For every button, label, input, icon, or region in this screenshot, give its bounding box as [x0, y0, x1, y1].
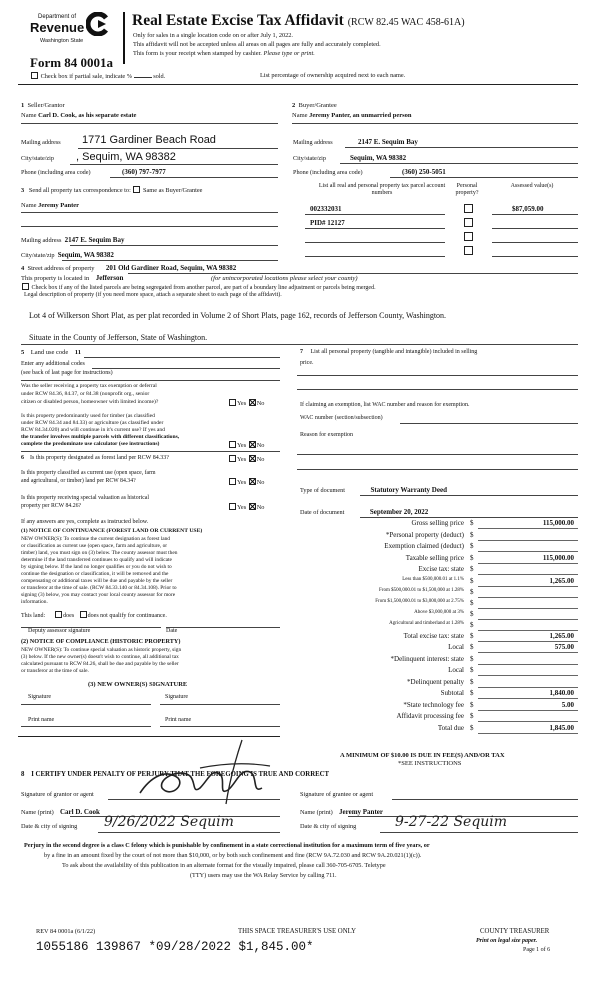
county-treasurer-label: COUNTY TREASURER	[480, 928, 550, 935]
s5-q2-line3: RCW 84.34.020) and will continue in it's current use? If yes and	[21, 427, 165, 433]
s6-q1-answer	[228, 455, 264, 463]
grantor-name[interactable]: Carl D. Cook	[60, 808, 100, 816]
does-not-qualify-checkbox[interactable]	[80, 611, 87, 618]
this-land-label: This land:	[21, 613, 46, 619]
seller-name-label: Name	[21, 112, 37, 119]
additional-codes-label: Enter any additional codes	[21, 361, 85, 367]
s5-q1-line1: Was the seller receiving a property tax exemption or deferral	[21, 383, 157, 389]
tier_rows-label-1: From $500,000.01 to $1,500,000 at 1.28%	[379, 587, 464, 593]
parcel-col-header-3: Assessed value(s)	[510, 183, 554, 189]
personal-property-checkbox-1[interactable]	[464, 204, 473, 213]
continuance-line9: signing (3) below, you may contact your local county assessor for more	[21, 592, 176, 598]
compliance-line2: (3) below. If the new owner(s) doesn't wish to continue, all additional tax	[21, 654, 179, 660]
s6-q2-line2: and agricultural, or timber) land per RCW 84.34?	[21, 478, 136, 484]
total_rows-value-0[interactable]: 1,265.00	[549, 631, 574, 640]
total_rows-dollar-5: $	[470, 689, 474, 697]
this-land-row	[21, 611, 167, 620]
same-as-buyer-checkbox[interactable]	[133, 186, 140, 193]
reason-label: Reason for exemption	[300, 432, 353, 438]
correspondence-mailing-label: Mailing address	[21, 237, 62, 244]
s5-q1-no-label: No	[256, 400, 265, 407]
continuance-line5: by signing below. If the land no longer qualifies or you do not wish to	[21, 564, 172, 570]
property-located[interactable]: Jefferson	[95, 274, 124, 282]
s6-q2-yes-checkbox[interactable]	[229, 478, 236, 485]
doc-date-row	[300, 508, 428, 516]
s6-q2-answer	[228, 478, 264, 486]
doc-date-label: Date of document	[300, 509, 345, 516]
rows-label-4: Excise tax: state	[418, 565, 464, 573]
property-street-label: Street address of property	[27, 265, 95, 272]
owner-sig-label-1: Signature	[28, 694, 51, 700]
seller-phone[interactable]: (360) 797-7977	[122, 168, 166, 176]
tier_rows-label-3: Above $3,000,000 at 3%	[414, 609, 464, 615]
total_rows-label-3: Local	[448, 666, 464, 674]
land-use-row	[21, 349, 81, 356]
legal-paper-label: Print on legal size paper.	[476, 938, 538, 944]
correspondence-num: 3	[21, 187, 25, 194]
dor-logo-icon	[86, 12, 110, 36]
does-qualify-checkbox[interactable]	[55, 611, 62, 618]
legal-note: Legal description of property (if you need more space, attach a separate sheet to each page of the affidavit).	[24, 292, 282, 298]
grantee-name-label: Name (print)	[300, 809, 333, 816]
property-located-label: This property is located in	[21, 275, 90, 282]
legal-description-1[interactable]: Lot 4 of Wilkerson Short Plat, as per plat recorded in Volume 2 of Short Plats, page 162, records of Jefferson County, Washington.	[29, 311, 447, 320]
correspondence-name-label: Name	[21, 202, 37, 209]
grantor-sig-label: Signature of grantor or agent	[21, 791, 94, 798]
partial-sale-text-b: sold.	[153, 73, 166, 80]
grantee-date-label: Date & city of signing	[300, 823, 357, 830]
wac-label: WAC number (section/subsection)	[300, 415, 383, 421]
continuance-line4: determine if the land transferred continues to qualify and will indicate	[21, 557, 172, 563]
parcel-col-header-2: Personal property?	[455, 183, 479, 196]
assessed-value-1[interactable]: $87,059.00	[512, 205, 544, 213]
s6-q3-yes-label: Yes	[237, 504, 247, 511]
total_rows-dollar-7: $	[470, 712, 474, 720]
compliance-line4: or transferor at the time of sale.	[21, 668, 89, 674]
s5-q2-line4: the transfer involves multiple parcels with different classifications,	[21, 434, 180, 440]
owner-sig-label-2: Signature	[165, 694, 188, 700]
tier_rows-dollar-0: $	[470, 576, 474, 585]
s6-q2-no-checkbox[interactable]	[249, 478, 256, 485]
s6-q3-yes-checkbox[interactable]	[229, 503, 236, 510]
total_rows-dollar-1: $	[470, 643, 474, 651]
compliance-line1: NEW OWNER(S): To continue special valuation as historic property, sign	[21, 647, 182, 653]
segregated-checkbox[interactable]	[22, 283, 29, 290]
notice-3	[133, 50, 315, 57]
seller-mailing-label: Mailing address	[21, 139, 61, 146]
ownership-note: List percentage of ownership acquired next to each name.	[260, 72, 406, 79]
s5-q1-yes-label: Yes	[237, 400, 247, 407]
tier_rows-dollar-4: $	[470, 620, 474, 629]
s6-q2-yes-label: Yes	[237, 479, 247, 486]
buyer-city-label: City/state/zip	[293, 155, 326, 162]
deputy-date-label: Date	[166, 628, 178, 634]
s5-q1-answer	[228, 399, 264, 407]
parcel-col-header-1: List all real and personal property tax parcel account numbers	[318, 183, 446, 196]
section7-num: 7	[300, 349, 303, 355]
dept-label-revenue: Revenue	[30, 20, 85, 35]
s5-q1-line2: under RCW 84.36, 84.37, or 84.38 (nonprofit org., senior	[21, 391, 150, 397]
partial-sale	[30, 72, 165, 80]
tier_rows-dollar-3: $	[470, 609, 474, 618]
compliance-line3: calculated pursuant to RCW 84.26, shall be due and payable by the seller	[21, 661, 179, 667]
correspondence-name[interactable]: Jeremy Panter	[38, 202, 80, 209]
grantor-name-row	[21, 808, 100, 816]
total_rows-label-2: *Delinquent interest: state	[390, 654, 464, 663]
tier_rows-dollar-2: $	[470, 598, 474, 607]
seller-city[interactable]: , Sequim, WA 98382	[76, 151, 176, 163]
total_rows-label-5: Subtotal	[440, 689, 464, 697]
s6-q3-line1: Is this property receiving special valuation as historical	[21, 495, 149, 501]
grantor-date-label: Date & city of signing	[21, 823, 78, 830]
buyer-city[interactable]: Sequim, WA 98382	[350, 154, 407, 162]
doc-type-row	[300, 486, 447, 494]
s7-label-row	[300, 349, 477, 356]
buyer-name[interactable]: Jeremy Panter, an unmarried person	[309, 112, 412, 119]
total_rows-value-5[interactable]: 1,840.00	[549, 689, 574, 697]
dept-label-state: Washington State	[40, 38, 84, 44]
rows-dollar-2: $	[470, 542, 474, 550]
notice-3-italic: Please type or print.	[263, 50, 315, 57]
property-street-row	[21, 264, 236, 272]
continuance-line2: or classification as current use (open space, farm and agriculture, or	[21, 543, 168, 549]
s5-q2-no-label: No	[256, 442, 265, 449]
tier_rows-label-2: From $1,500,000.01 to $3,000,000 at 2.75%	[375, 598, 464, 604]
total_rows-dollar-4: $	[470, 677, 474, 686]
s7-label-2: price.	[300, 360, 314, 366]
s6-q1-no-label: No	[256, 456, 265, 463]
seller-phone-label: Phone (including area code)	[21, 169, 91, 176]
buyer-phone[interactable]: (360) 250-5051	[402, 168, 446, 176]
owner-print-label-1: Print name	[28, 717, 55, 723]
continuance-line8: or transferor at the time of sale. (RCW 84.33.140 or 84.34.108). Prior to	[21, 585, 177, 591]
personal-property-checkbox-2[interactable]	[464, 218, 473, 227]
tier_rows-label-4: Agricultural and timberland at 1.28%	[389, 620, 464, 626]
seller-heading	[21, 102, 65, 109]
section6-num: 6	[21, 455, 24, 461]
parcel-number-1[interactable]: 002332031	[310, 205, 342, 213]
continuance-title: (1) NOTICE OF CONTINUANCE (FOREST LAND OR CURRENT USE)	[21, 528, 203, 534]
buyer-heading	[292, 102, 337, 109]
s6-q1-yes-checkbox[interactable]	[229, 455, 236, 462]
correspondence-name-row	[21, 202, 79, 209]
notice-2: This affidavit will not be accepted unless all areas on all pages are fully and accurately completed.	[133, 41, 381, 48]
compliance-title: (2) NOTICE OF COMPLIANCE (HISTORIC PROPERTY)	[21, 638, 181, 645]
treasurer-space-label: THIS SPACE TREASURER'S USE ONLY	[238, 928, 357, 935]
property-street[interactable]: 201 Old Gardiner Road, Sequim, WA 98382	[105, 264, 237, 272]
rows-value-3[interactable]: 115,000.00	[542, 553, 574, 562]
s5-q2-line1: Is this property predominantly used for timber (as classified	[21, 413, 155, 419]
dept-label-top: Department of	[38, 14, 77, 20]
rows-label-2: Exemption claimed (deduct)	[384, 542, 464, 550]
s6-q1-no-checkbox[interactable]	[249, 455, 256, 462]
tier_rows-value-0[interactable]: 1,265.00	[549, 576, 574, 585]
deputy-sig-label: Deputy assessor signature	[28, 628, 91, 634]
title-ref: (RCW 82.45 WAC 458-61A)	[347, 17, 465, 28]
correspondence-row	[21, 186, 202, 194]
rows-value-0[interactable]: 115,000.00	[542, 519, 574, 527]
minimum-note: A MINIMUM OF $10.00 IS DUE IN FEE(S) AND/OR TAX	[340, 752, 505, 759]
correspondence-city[interactable]: Sequim, WA 98382	[57, 251, 114, 259]
grantor-name-label: Name (print)	[21, 809, 54, 816]
personal-property-checkbox-3[interactable]	[464, 232, 473, 241]
buyer-name-row	[292, 112, 412, 119]
form-title	[132, 12, 465, 30]
certify-text: I CERTIFY UNDER PENALTY OF PERJURY THAT THE FOREGOING IS TRUE AND CORRECT	[31, 771, 330, 778]
see-instructions: *SEE INSTRUCTIONS	[398, 760, 462, 767]
buyer-mailing[interactable]: 2147 E. Sequim Bay	[358, 138, 418, 146]
s6-if-yes: If any answers are yes, complete as instructed below.	[21, 519, 149, 525]
s6-q3-no-label: No	[256, 504, 265, 511]
total_rows-dollar-0: $	[470, 631, 474, 640]
buyer-name-label: Name	[292, 112, 308, 119]
buyer-phone-label: Phone (including area code)	[293, 169, 363, 176]
buyer-mailing-label: Mailing address	[293, 139, 333, 146]
continuance-line6: continue the designation or classification, it will be removed and the	[21, 571, 169, 577]
s6-q2-line1: Is this property classified as current use (open space, farm	[21, 470, 156, 476]
revision-label: REV 84 0001a (6/1/22)	[36, 928, 96, 935]
rows-dollar-4: $	[470, 565, 474, 573]
property-located-row	[21, 274, 358, 282]
see-back-label: (see back of last page for instructions)	[21, 370, 113, 376]
new-owner-sig-title: (3) NEW OWNER(S) SIGNATURE	[88, 681, 188, 688]
s6-q3-line2: property per RCW 84.26?	[21, 503, 82, 509]
section8-num: 8	[21, 771, 25, 778]
total_rows-dollar-2: $	[470, 654, 474, 663]
exemption-label: If claiming an exemption, list WAC number and reason for exemption.	[300, 402, 470, 408]
total_rows-label-0: Total excise tax: state	[403, 631, 464, 640]
title-text: Real Estate Excise Tax Affidavit	[132, 12, 344, 29]
seller-name-row	[21, 112, 136, 119]
segregated-row	[21, 283, 376, 292]
seller-name[interactable]: Carl D. Cook, as his separate estate	[38, 112, 137, 119]
s5-q1-yes-checkbox[interactable]	[229, 399, 236, 406]
correspondence-mailing-row	[21, 236, 124, 244]
s5-q2-yes-checkbox[interactable]	[229, 441, 236, 448]
correspondence-mailing[interactable]: 2147 E. Sequim Bay	[64, 236, 125, 244]
continuance-line7: compensating or additional taxes will be due and payable by the seller	[21, 578, 173, 584]
s6-q1-yes-label: Yes	[237, 456, 247, 463]
seller-heading-text: Seller/Grantor	[27, 102, 65, 109]
continuance-line3: timber) land, you must sign on (3) below. The county assessor must then	[21, 550, 178, 556]
partial-sale-text-a: Check box if partial sale, indicate %	[40, 73, 133, 80]
land-use-label: Land use code	[30, 349, 69, 356]
grantee-name[interactable]: Jeremy Panter	[339, 808, 383, 816]
continuance-line1: NEW OWNER(S): To continue the current designation as forest land	[21, 536, 170, 542]
total_rows-value-1[interactable]: 575.00	[554, 643, 574, 651]
page-number: Page 1 of 6	[523, 947, 551, 953]
s7-label-1: List all personal property (tangible and intangible) included in selling	[310, 349, 478, 355]
property-num: 4	[21, 265, 25, 272]
parcel-number-2[interactable]: PID# 12127	[310, 219, 345, 227]
grantor-date[interactable]: 9/26/2022 Sequim	[104, 814, 234, 830]
total_rows-dollar-6: $	[470, 700, 474, 709]
s5-q2-line2: under RCW 84.34 and 84.33) or agriculture (as classified under	[21, 420, 164, 426]
perjury-line2: by a fine in an amount fixed by the court of not more than $10,000, or by both such confinement and fine (RCW 9A.72.030 and RCW 9A.20.021(1)(c)).	[44, 852, 422, 859]
does-not-label: does not qualify for continuance.	[87, 613, 167, 619]
s6-q3-no-checkbox[interactable]	[249, 503, 256, 510]
notice-1: Only for sales in a single location code on or after July 1, 2022.	[133, 32, 294, 39]
total_rows-value-6[interactable]: 5.00	[561, 700, 574, 709]
continuance-line10: information.	[21, 599, 48, 605]
doc-date[interactable]: September 20, 2022	[369, 508, 429, 516]
segregated-note: Check box if any of the listed parcels are being segregated from another parcel, are part of a boundary line adjustment or parcels being merged.	[31, 285, 376, 291]
s6-q2-no-label: No	[256, 479, 265, 486]
total_rows-label-6: *State technology fee	[403, 700, 464, 709]
unincorporated-note: (for unincorporated locations please select your county)	[210, 275, 358, 282]
owner-print-label-2: Print name	[165, 717, 192, 723]
receipt-stamp: 1055186 139867 *09/28/2022 $1,845.00*	[36, 940, 314, 954]
correspondence-city-row	[21, 251, 114, 259]
s5-q2-answer	[228, 441, 264, 449]
rows-label-0: Gross selling price	[411, 519, 464, 527]
total_rows-dollar-8: $	[470, 723, 474, 732]
buyer-heading-num: 2	[292, 102, 296, 109]
rows-label-1: *Personal property (deduct)	[385, 530, 464, 539]
s6-q1-row	[21, 455, 169, 462]
same-as-buyer-label: Same as Buyer/Grantee	[143, 187, 203, 194]
rows-dollar-3: $	[470, 553, 474, 562]
perjury-line3: To ask about the availability of this publication in an alternate format for the visually impaired, please call 360-705-6705. Teletype	[62, 862, 386, 869]
total_rows-label-4: *Delinquent penalty	[407, 677, 464, 686]
notice-3-text: This form is your receipt when stamped by cashier.	[133, 50, 262, 57]
s5-q2-no-checkbox[interactable]	[249, 441, 256, 448]
s5-q1-line3: citizen or disabled person, homeowner with limited income)?	[21, 399, 159, 405]
correspondence-label: Send all property tax correspondence to:	[28, 187, 131, 194]
total_rows-label-1: Local	[448, 643, 464, 651]
seller-city-label: City/state/zip	[21, 155, 54, 162]
grantor-signature-icon	[130, 738, 280, 808]
s5-q2-line5: complete the predominate use calculator (see instructions)	[21, 441, 160, 447]
total_rows-value-8[interactable]: 1,845.00	[549, 723, 574, 732]
rows-dollar-1: $	[470, 530, 474, 539]
rows-dollar-0: $	[470, 519, 474, 527]
land-use-code[interactable]: 11	[74, 349, 81, 356]
legal-description-2[interactable]: Situate in the County of Jefferson, State of Washington.	[29, 333, 208, 342]
s5-q2-yes-label: Yes	[237, 442, 247, 449]
tier_rows-label-0: Less than $500,000.01 at 1.1%	[402, 576, 464, 582]
total_rows-dollar-3: $	[470, 666, 474, 674]
seller-heading-num: 1	[21, 102, 25, 109]
personal-property-checkbox-4[interactable]	[464, 246, 473, 255]
seller-mailing[interactable]: 1771 Gardiner Beach Road	[82, 134, 216, 146]
doc-type[interactable]: Statutory Warranty Deed	[370, 486, 447, 494]
s5-q1-no-checkbox[interactable]	[249, 399, 256, 406]
doc-type-label: Type of document	[300, 487, 345, 494]
grantee-sig-label: Signature of grantee or agent	[300, 791, 374, 798]
does-label: does	[63, 613, 75, 619]
total_rows-label-8: Total due	[437, 723, 464, 732]
total_rows-label-7: Affidavit processing fee	[396, 712, 464, 720]
tier_rows-dollar-1: $	[470, 587, 474, 596]
perjury-line1: Perjury in the second degree is a class C felony which is punishable by confinement in a state correctional institution for a maximum term of five years, or	[24, 842, 430, 849]
perjury-line4: (TTY) users may use the WA Relay Service by calling 711.	[190, 872, 337, 879]
form-number: Form 84 0001a	[30, 55, 114, 70]
grantee-name-row	[300, 808, 383, 816]
grantee-date[interactable]: 9-27-22 Sequim	[395, 814, 508, 830]
rows-label-3: Taxable selling price	[405, 553, 464, 562]
section5-num: 5	[21, 349, 25, 356]
s6-q1: Is this property designated as forest land per RCW 84.33?	[30, 455, 169, 461]
partial-sale-checkbox[interactable]	[31, 72, 38, 79]
s6-q3-answer	[228, 503, 264, 511]
buyer-heading-text: Buyer/Grantee	[298, 102, 337, 109]
correspondence-city-label: City/state/zip	[21, 252, 55, 259]
